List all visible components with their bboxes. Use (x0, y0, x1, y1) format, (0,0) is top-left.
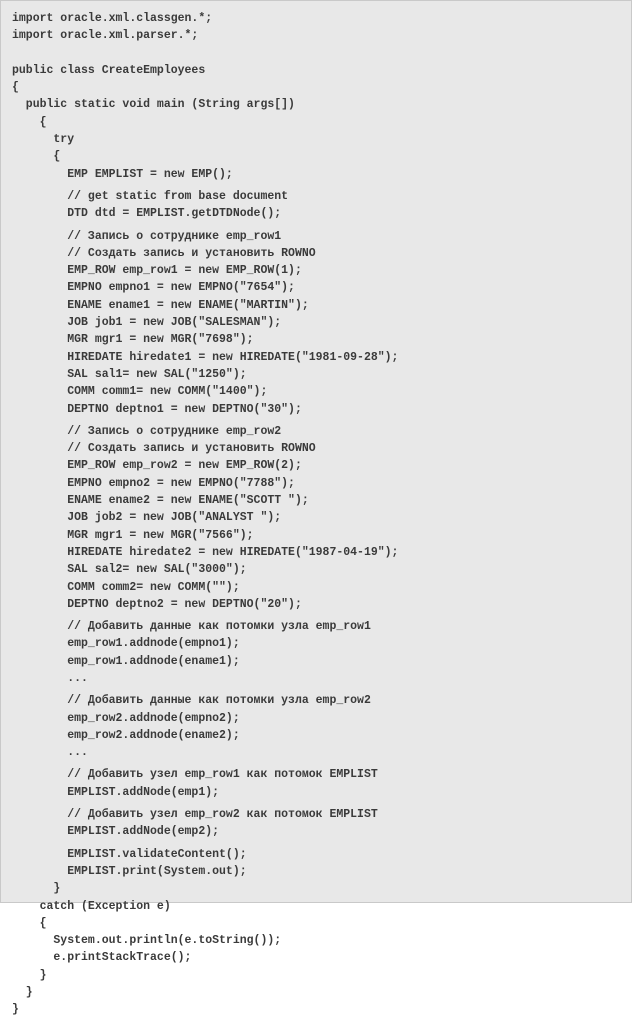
code-line: // Добавить узел emp_row2 как потомок EMPLIST (12, 808, 378, 822)
code-line: EMPLIST.print(System.out); (12, 864, 247, 878)
code-line: ... (12, 671, 88, 685)
code-line: EMPNO empno2 = new EMPNO("7788"); (12, 476, 295, 490)
code-line: import oracle.xml.classgen.*; (12, 12, 213, 25)
code-line: { (12, 81, 19, 95)
code-line: } (12, 986, 33, 1000)
code-line: emp_row1.addnode(empno1); (12, 637, 240, 651)
code-line: COMM comm1= new COMM("1400"); (12, 385, 268, 399)
code-line: COMM comm2= new COMM(""); (12, 580, 240, 594)
code-line: // Добавить данные как потомки узла emp_row1 (12, 620, 371, 634)
code-line: catch (Exception e) (12, 899, 171, 913)
code-line: } (12, 882, 61, 896)
code-line: // get static from base document (12, 189, 289, 203)
code-line: SAL sal2= new SAL("3000"); (12, 563, 247, 577)
code-line: e.printStackTrace(); (12, 951, 192, 965)
code-line: import oracle.xml.parser.*; (12, 29, 199, 43)
code-line: JOB job2 = new JOB("ANALYST "); (12, 511, 282, 525)
code-line: emp_row2.addnode(empno2); (12, 711, 240, 725)
code-line: EMP_ROW emp_row1 = new EMP_ROW(1); (12, 264, 302, 278)
code-line: DTD dtd = EMPLIST.getDTDNode(); (12, 207, 282, 221)
code-line: EMP_ROW emp_row2 = new EMP_ROW(2); (12, 459, 302, 473)
code-line: MGR mgr1 = new MGR("7698"); (12, 333, 254, 347)
code-line: ... (12, 746, 88, 760)
code-line: HIREDATE hiredate1 = new HIREDATE("1981-09-28"); (12, 350, 399, 364)
code-line: try (12, 133, 75, 147)
code-line: EMPNO empno1 = new EMPNO("7654"); (12, 281, 295, 295)
code-line: { (12, 115, 47, 129)
code-line: { (12, 150, 61, 164)
code-line: { (12, 916, 47, 930)
code-block (12, 10, 398, 1019)
code-line: // Создать запись и установить ROWNO (12, 442, 316, 456)
code-line: ENAME ename1 = new ENAME("MARTIN"); (12, 298, 309, 312)
code-line: // Добавить данные как потомки узла emp_row2 (12, 694, 371, 708)
code-line: emp_row2.addnode(ename2); (12, 728, 240, 742)
code-line: } (12, 1003, 19, 1017)
code-line: // Запись о сотруднике emp_row2 (12, 424, 282, 438)
code-line: EMP EMPLIST = new EMP(); (12, 167, 233, 181)
code-line: public static void main (String args[]) (12, 98, 295, 112)
code-line: MGR mgr1 = new MGR("7566"); (12, 528, 254, 542)
code-line: public class CreateEmployees (12, 63, 206, 77)
code-line: System.out.println(e.toString()); (12, 934, 282, 948)
code-line: EMPLIST.validateContent(); (12, 847, 247, 861)
code-line: DEPTNO deptno1 = new DEPTNO("30"); (12, 402, 302, 416)
code-line: DEPTNO deptno2 = new DEPTNO("20"); (12, 597, 302, 611)
code-line: ENAME ename2 = new ENAME("SCOTT "); (12, 494, 309, 508)
code-line: HIREDATE hiredate2 = new HIREDATE("1987-04-19"); (12, 545, 399, 559)
code-line: // Добавить узел emp_row1 как потомок EMPLIST (12, 768, 378, 782)
code-line: EMPLIST.addNode(emp2); (12, 825, 220, 839)
code-line: emp_row1.addnode(ename1); (12, 654, 240, 668)
code-line: // Запись о сотруднике emp_row1 (12, 229, 282, 243)
code-line (12, 45, 398, 62)
code-line: SAL sal1= new SAL("1250"); (12, 367, 247, 381)
code-line: JOB job1 = new JOB("SALESMAN"); (12, 316, 282, 330)
code-line: } (12, 968, 47, 982)
code-line: // Создать запись и установить ROWNO (12, 246, 316, 260)
code-line: EMPLIST.addNode(emp1); (12, 785, 220, 799)
